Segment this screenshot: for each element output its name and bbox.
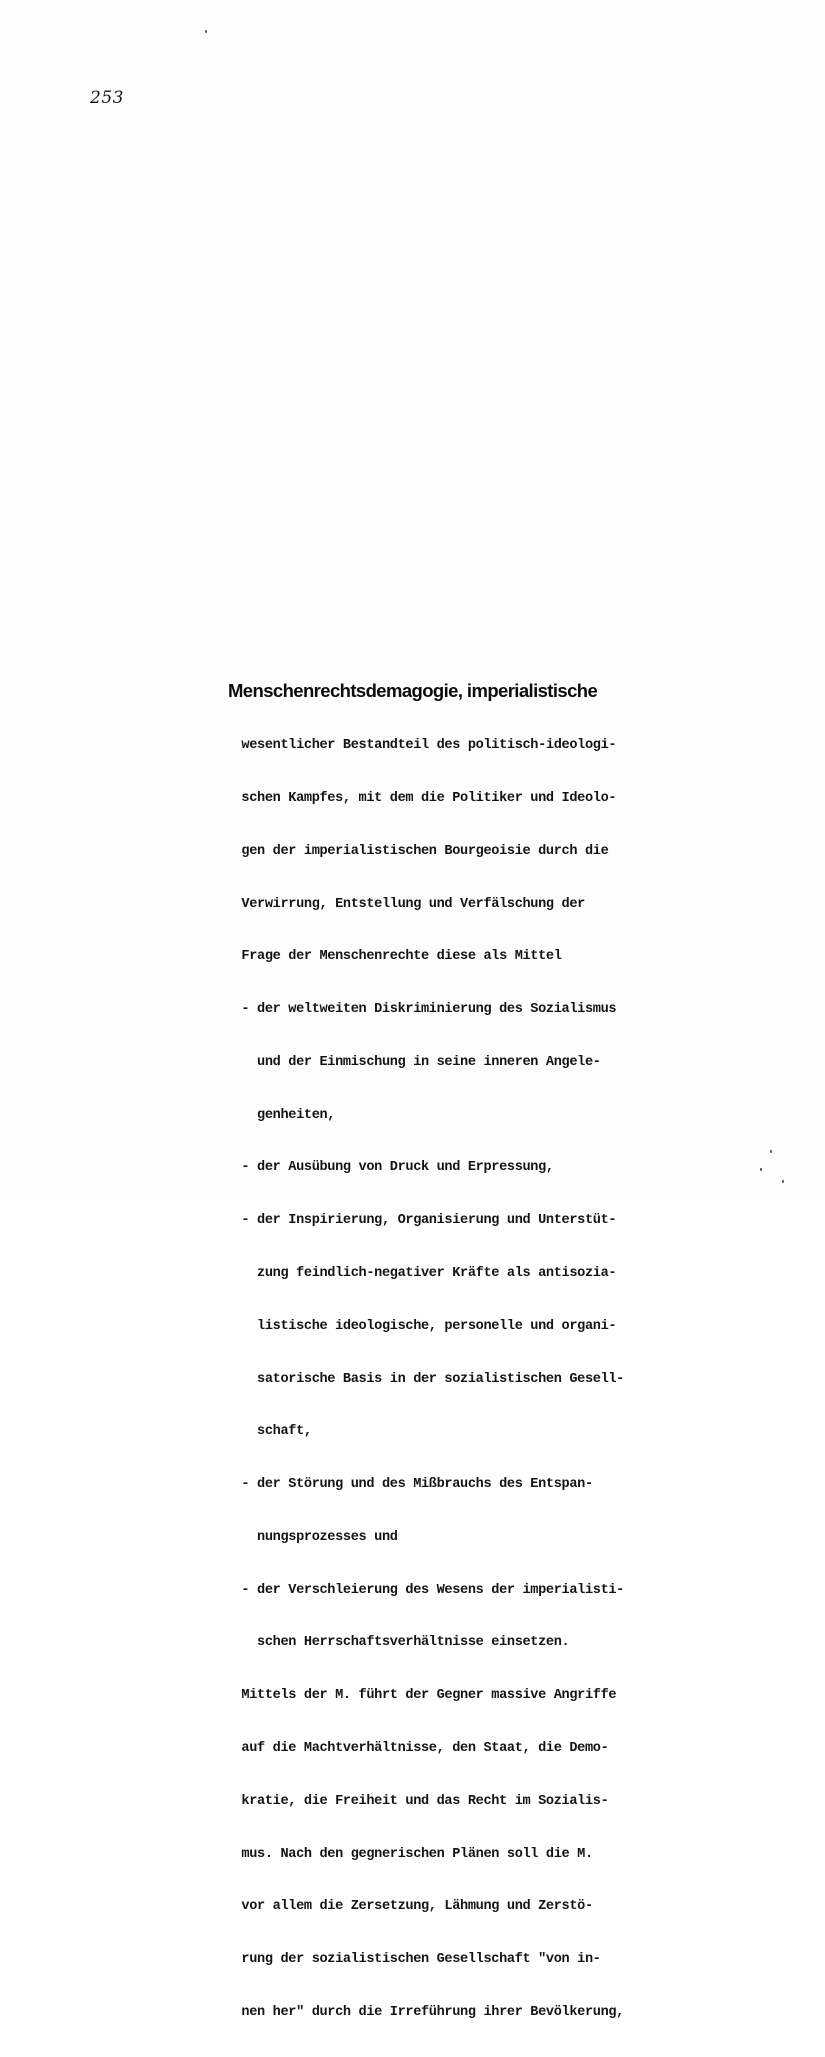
entry-line: mus. Nach den gegnerischen Plänen soll die M.: [218, 1846, 593, 1862]
entry-line: wesentlicher Bestandteil des politisch-ideologi-: [218, 738, 617, 754]
entry-line: genheiten,: [218, 1107, 336, 1123]
scan-speck: [760, 1168, 762, 1171]
scan-speck: [205, 30, 207, 33]
entry-line: auf die Machtverhältnisse, den Staat, die Demo-: [218, 1741, 609, 1757]
entry-line: schen Herrschaftsverhältnisse einsetzen.: [218, 1635, 570, 1651]
entry-line: - der Störung und des Mißbrauchs des Entspan-: [218, 1477, 593, 1493]
entry-line: schen Kampfes, mit dem die Politiker und Ideolo-: [218, 790, 617, 806]
entry-line: Frage der Menschenrechte diese als Mittel: [218, 949, 562, 965]
entry-line: vor allem die Zersetzung, Lähmung und Zerstö-: [218, 1899, 593, 1915]
entry-headword: Menschenrechtsdemagogie, imperialistische: [228, 680, 598, 701]
entry-line: satorische Basis in der sozialistischen Gesell-: [218, 1371, 624, 1387]
entry-line: gen der imperialistischen Bourgeoisie durch die: [218, 843, 609, 859]
entry-line: - der Ausübung von Druck und Erpressung,: [218, 1160, 554, 1176]
entry-line: schaft,: [218, 1424, 312, 1440]
dictionary-entry: [218, 680, 718, 2057]
entry-body: [218, 702, 718, 2057]
entry-line: und der Einmischung in seine inneren Angele-: [218, 1054, 601, 1070]
entry-line: listische ideologische, personelle und organi-: [218, 1318, 617, 1334]
entry-line: - der weltweiten Diskriminierung des Sozialismus: [218, 1002, 617, 1018]
page-number: 253: [90, 88, 124, 108]
entry-line: Mittels der M. führt der Gegner massive Angriffe: [218, 1688, 617, 1704]
entry-line: Verwirrung, Entstellung und Verfälschung der: [218, 896, 585, 912]
entry-line: zung feindlich-negativer Kräfte als antisozia-: [218, 1266, 617, 1281]
scan-speck: [770, 1150, 772, 1153]
entry-line: nen her" durch die Irreführung ihrer Bevölkerung,: [218, 2004, 624, 2020]
entry-line: - der Verschleierung des Wesens der imperialisti-: [218, 1582, 624, 1598]
scan-speck: [782, 1180, 784, 1183]
entry-line: nungsprozesses und: [218, 1529, 398, 1545]
entry-line: - der Inspirierung, Organisierung und Unterstüt-: [218, 1213, 617, 1229]
entry-line: rung der sozialistischen Gesellschaft "von in-: [218, 1952, 601, 1968]
entry-line: kratie, die Freiheit und das Recht im Sozialis-: [218, 1793, 609, 1809]
